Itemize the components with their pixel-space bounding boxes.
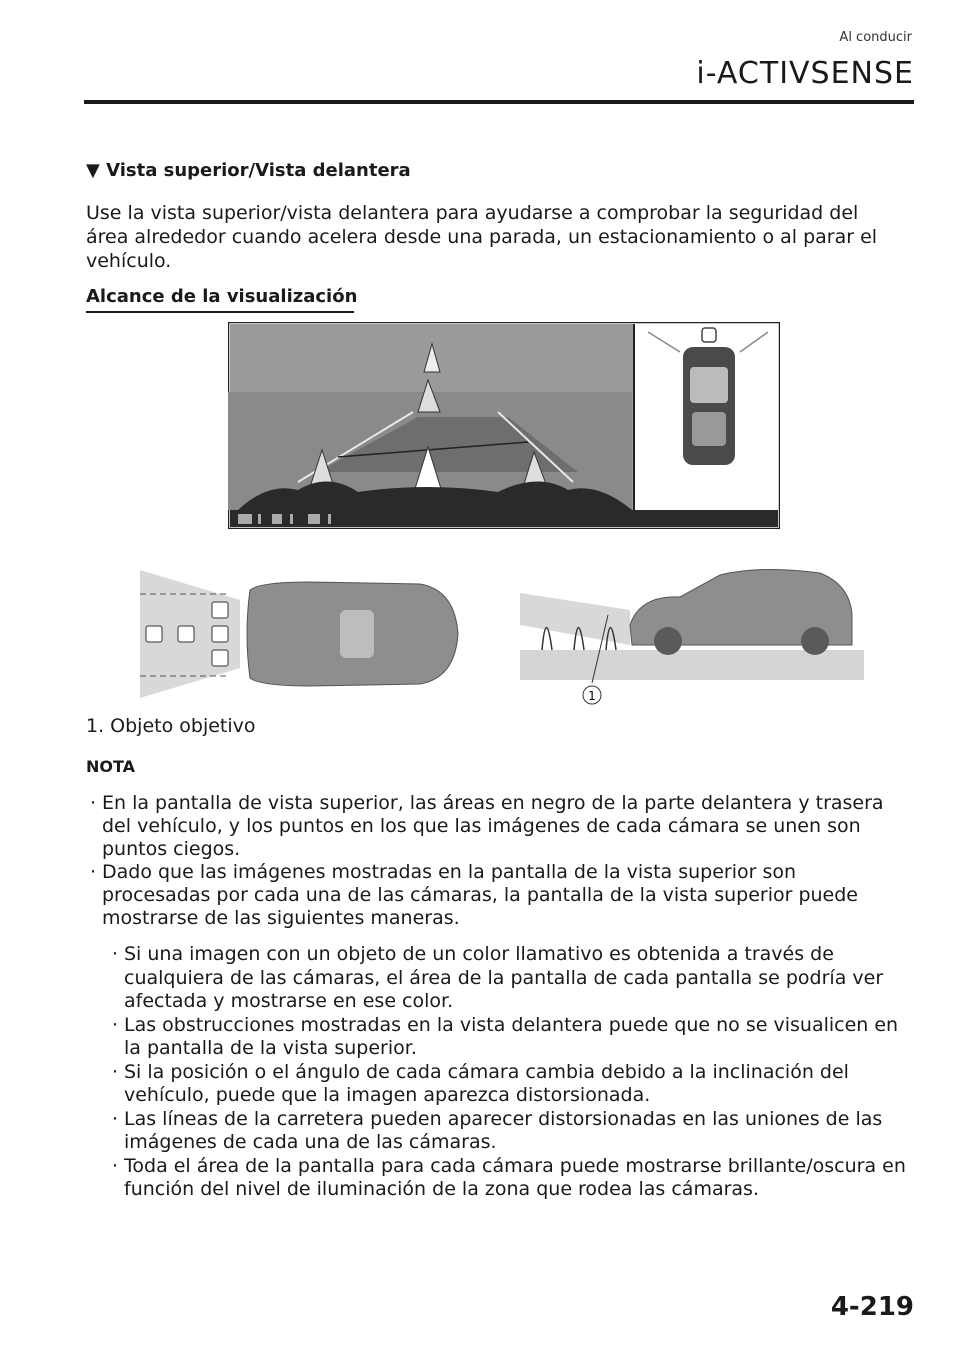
- top-view-panel: [636, 324, 778, 510]
- nota-label: NOTA: [86, 757, 136, 776]
- intro-paragraph: Use la vista superior/vista delantera para ayudarse a comprobar la seguridad del área alrededor cuando acelera desde una parada, un estacionamiento o al parar el vehículo.: [86, 202, 878, 272]
- nota-sub-bullet: · Las líneas de la carretera pueden aparecer distorsionadas en las uniones de las imágenes de cada una de las cámaras.: [108, 1108, 908, 1155]
- nota-sub-bullets: [108, 943, 908, 1202]
- page-number: 4-219: [830, 1292, 914, 1322]
- nota-sub-bullet: · Si una imagen con un objeto de un color llamativo es obtenida a través de cualquiera de las cámaras, el área de la pantalla de cada pantalla se podría ver afectada y mostrarse en ese color.: [108, 943, 908, 1014]
- target-object-icon: [212, 602, 228, 618]
- nota-sub-bullet: · Toda el área de la pantalla para cada cámara puede mostrarse brillante/oscura en función del nivel de iluminación de la zona que rodea las cámaras.: [108, 1155, 908, 1202]
- top-down-vehicle-figure: [140, 570, 460, 698]
- nota-bullets: [86, 792, 906, 930]
- nota-sub-bullet: · Las obstrucciones mostradas en la vista delantera puede que no se visualicen en la pantalla de la vista superior.: [108, 1014, 908, 1061]
- nota-bullet: · Dado que las imágenes mostradas en la pantalla de la vista superior son procesadas por cada una de las cámaras, la pantalla de la vista superior puede mostrarse de las siguientes maneras.: [86, 861, 906, 930]
- header-rule: [84, 100, 914, 104]
- header-chapter: Al conducir: [839, 30, 912, 45]
- subheading-underline: [86, 311, 354, 313]
- section-heading: ▼ Vista superior/Vista delantera: [86, 160, 411, 181]
- header-title: i-ACTIVSENSE: [696, 56, 914, 91]
- nota-sub-bullet: · Si la posición o el ángulo de cada cámara cambia debido a la inclinación del vehículo, puede que la imagen aparezca distorsionada.: [108, 1061, 908, 1108]
- target-object-icon: [212, 626, 228, 642]
- callout-label: 1: [588, 689, 596, 703]
- side-vehicle-figure: [520, 565, 864, 710]
- figure-caption: 1. Objeto objetivo: [86, 715, 256, 737]
- front-view-panel: [228, 324, 634, 510]
- display-range-subheading: Alcance de la visualización: [86, 286, 358, 307]
- target-object-icon: [146, 626, 162, 642]
- cone-icon: [542, 628, 552, 651]
- camera-screen-figure: [228, 322, 780, 529]
- nota-bullet: · En la pantalla de vista superior, las áreas en negro de la parte delantera y trasera del vehículo, y los puntos en los que las imágenes de cada cámara se unen son puntos ciegos.: [86, 792, 906, 861]
- target-object-icon: [178, 626, 194, 642]
- target-object-icon: [212, 650, 228, 666]
